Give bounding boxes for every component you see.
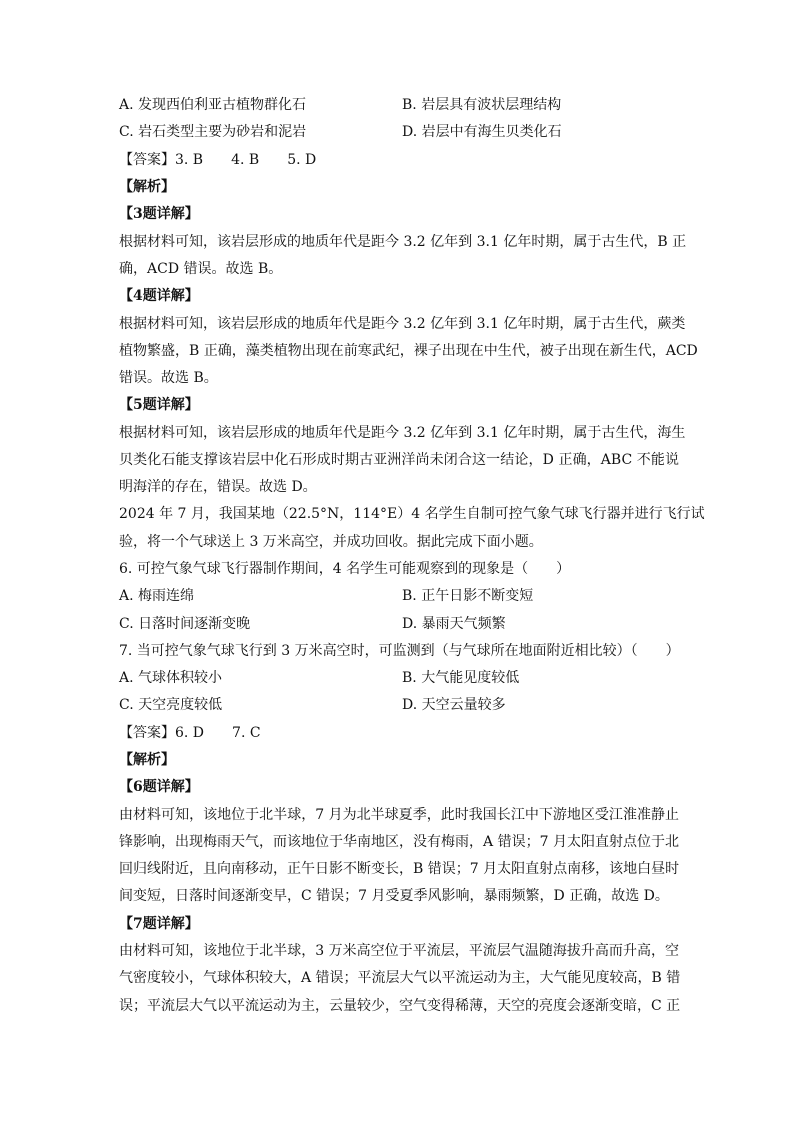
q7-detail-line-1: 由材料可知，该地位于北半球，3 万米高空位于平流层，平流层气温随海拔升高而升高，空 [119, 943, 679, 959]
q7-option-b: B. 大气能见度较低 [402, 670, 520, 686]
q5-line-3: 明海洋的存在，错误。故选 D。 [119, 479, 317, 495]
q4-line-1: 根据材料可知，该岩层形成的地质年代是距今 3.2 亿年到 3.1 亿年时期，属于古生代，蕨类 [119, 316, 686, 332]
q5-line-1: 根据材料可知，该岩层形成的地质年代是距今 3.2 亿年到 3.1 亿年时期，属于古生代，海生 [119, 425, 686, 441]
q6-detail-line-4: 间变短，日落时间逐渐变早，C 错误；7 月受夏季风影响，暴雨频繁，D 正确，故选 D。 [119, 888, 669, 904]
q4-line-3: 错误。故选 B。 [119, 370, 218, 386]
q4-line-2: 植物繁盛，B 正确，藻类植物出现在前寒武纪，裸子出现在中生代，被子出现在新生代，ACD [119, 343, 698, 359]
q6-option-b: B. 正午日影不断变短 [402, 588, 534, 604]
q7-option-c: C. 天空亮度较低 [119, 697, 223, 713]
answer-67: 【答案】6. D 7. C [119, 725, 261, 741]
q7-stem: 7. 当可控气象气球飞行到 3 万米高空时，可监测到（与气球所在地面附近相比较）（ ） [119, 643, 680, 659]
q5-line-2: 贝类化石能支撑该岩层中化石形成时期古亚洲洋尚未闭合这一结论，D 正确，ABC 不能说 [119, 452, 679, 468]
q3-heading: 【3题详解】 [119, 206, 199, 222]
q345-option-a: A. 发现西伯利亚古植物群化石 [119, 97, 307, 113]
analysis-label-2: 【解析】 [119, 752, 175, 768]
material-line-2: 验，将一个气球送上 3 万米高空，并成功回收。据此完成下面小题。 [119, 534, 543, 550]
q6-detail-line-1: 由材料可知，该地位于北半球，7 月为北半球夏季，此时我国长江中下游地区受江淮准静止 [119, 807, 679, 823]
q345-option-d: D. 岩层中有海生贝类化石 [402, 124, 562, 140]
q6-stem: 6. 可控气象气球飞行器制作期间，4 名学生可能观察到的现象是（ ） [119, 561, 571, 577]
q6-option-a: A. 梅雨连绵 [119, 588, 195, 604]
q6-option-c: C. 日落时间逐渐变晚 [119, 616, 251, 632]
q4-heading: 【4题详解】 [119, 288, 199, 304]
q6-option-d: D. 暴雨天气频繁 [402, 616, 506, 632]
q3-line-2: 确，ACD 错误。故选 B。 [119, 261, 283, 277]
q3-line-1: 根据材料可知，该岩层形成的地质年代是距今 3.2 亿年到 3.1 亿年时期，属于古生代，B 正 [119, 234, 687, 250]
analysis-label-1: 【解析】 [119, 179, 175, 195]
material-line-1: 2024 年 7 月，我国某地（22.5°N，114°E）4 名学生自制可控气象气球飞行器并进行飞行试 [119, 506, 705, 522]
q6-detail-heading: 【6题详解】 [119, 779, 199, 795]
q345-option-c: C. 岩石类型主要为砂岩和泥岩 [119, 124, 307, 140]
q7-option-a: A. 气球体积较小 [119, 670, 223, 686]
q7-option-d: D. 天空云量较多 [402, 697, 506, 713]
q5-heading: 【5题详解】 [119, 397, 199, 413]
q7-detail-heading: 【7题详解】 [119, 916, 199, 932]
q7-detail-line-2: 气密度较小，气球体积较大，A 错误；平流层大气以平流运动为主，大气能见度较高，B 错 [119, 970, 681, 986]
q345-option-b: B. 岩层具有波状层理结构 [402, 97, 562, 113]
q7-detail-line-3: 误；平流层大气以平流运动为主，云量较少，空气变得稀薄，天空的亮度会逐渐变暗，C 正 [119, 998, 681, 1014]
answer-345: 【答案】3. B 4. B 5. D [119, 152, 317, 168]
q6-detail-line-2: 锋影响，出现梅雨天气，而该地位于华南地区，没有梅雨，A 错误；7 月太阳直射点位于北 [119, 834, 679, 850]
q6-detail-line-3: 回归线附近，且向南移动，正午日影不断变长，B 错误；7 月太阳直射点南移，该地白昼时 [119, 861, 680, 877]
